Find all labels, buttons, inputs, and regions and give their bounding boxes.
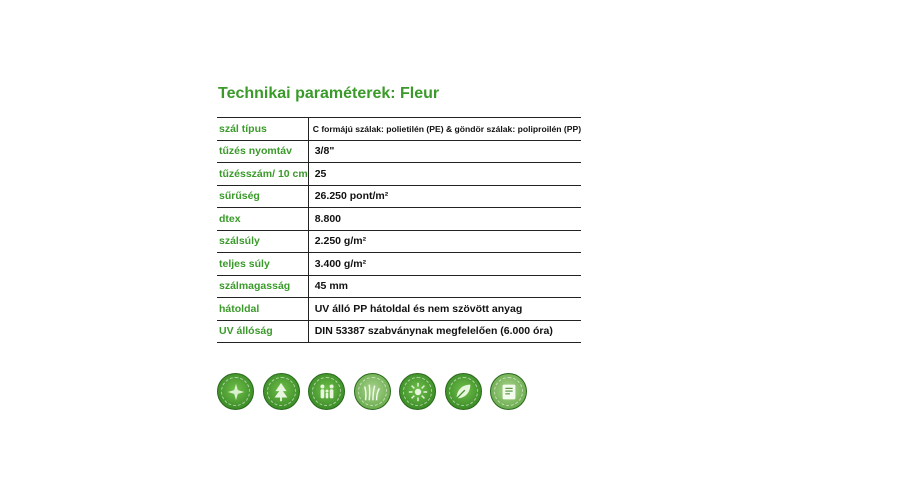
table-row	[217, 275, 581, 298]
spec-label: hátoldal	[217, 298, 308, 321]
spec-label: szál típus	[217, 118, 308, 141]
page-title: Technikai paraméterek: Fleur	[218, 85, 440, 102]
table-row	[217, 140, 581, 163]
spec-value: 8.800	[308, 208, 581, 231]
spec-value: C formájú szálak: polietilén (PE) & göndör szálak: poliproilén (PP)	[308, 118, 581, 141]
table-row	[217, 230, 581, 253]
spec-value: 45 mm	[308, 275, 581, 298]
spec-value: UV álló PP hátoldal és nem szövött anyag	[308, 298, 581, 321]
spec-label: teljes súly	[217, 253, 308, 276]
spec-label: szálsúly	[217, 230, 308, 253]
family-icon	[308, 373, 345, 410]
table-row	[217, 320, 581, 343]
spec-label: tűzésszám/ 10 cm	[217, 163, 308, 186]
spec-value: DIN 53387 szabványnak megfelelően (6.000 óra)	[308, 320, 581, 343]
table-row	[217, 118, 581, 141]
tree-icon	[263, 373, 300, 410]
table-row	[217, 208, 581, 231]
spec-value: 3.400 g/m²	[308, 253, 581, 276]
spec-value: 2.250 g/m²	[308, 230, 581, 253]
spec-label: sűrűség	[217, 185, 308, 208]
spec-value: 26.250 pont/m²	[308, 185, 581, 208]
spec-label: dtex	[217, 208, 308, 231]
spec-value: 25	[308, 163, 581, 186]
spec-value: 3/8"	[308, 140, 581, 163]
recycle-leaf-icon	[445, 373, 482, 410]
table-row	[217, 253, 581, 276]
spec-table	[217, 117, 581, 343]
table-row	[217, 298, 581, 321]
grass-icon	[354, 373, 391, 410]
spec-label: szálmagasság	[217, 275, 308, 298]
feature-badges	[217, 373, 527, 410]
spec-label: UV állóság	[217, 320, 308, 343]
leaf-star-icon	[217, 373, 254, 410]
table-row	[217, 185, 581, 208]
sun-icon	[399, 373, 436, 410]
table-row	[217, 163, 581, 186]
certificate-icon	[490, 373, 527, 410]
spec-label: tűzés nyomtáv	[217, 140, 308, 163]
